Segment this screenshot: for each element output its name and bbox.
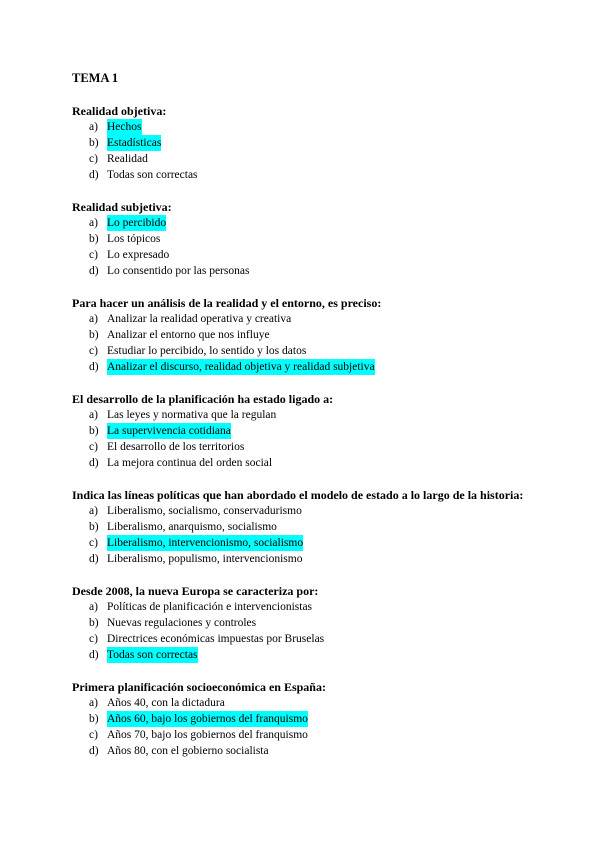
question-block bbox=[72, 679, 528, 759]
option-text: Liberalismo, socialismo, conservadurismo bbox=[107, 505, 302, 517]
answer-option bbox=[72, 119, 528, 135]
option-letter: b) bbox=[89, 521, 99, 533]
answer-option bbox=[72, 343, 528, 359]
option-letter: d) bbox=[89, 553, 99, 565]
option-text: Las leyes y normativa que la regulan bbox=[107, 409, 277, 421]
option-text: Liberalismo, populismo, intervencionismo bbox=[107, 553, 303, 565]
option-text: Años 80, con el gobierno socialista bbox=[107, 745, 269, 757]
question-prompt: Realidad subjetiva: bbox=[72, 200, 172, 214]
question-block bbox=[72, 583, 528, 663]
option-text: Lo consentido por las personas bbox=[107, 265, 250, 277]
option-letter: c) bbox=[89, 537, 98, 549]
option-text: Directrices económicas impuestas por Bruselas bbox=[107, 633, 325, 645]
option-letter: c) bbox=[89, 345, 98, 357]
option-text: Años 70, bajo los gobiernos del franquismo bbox=[107, 729, 308, 741]
option-text: El desarrollo de los territorios bbox=[107, 441, 245, 453]
question-list bbox=[72, 103, 528, 759]
option-letter: d) bbox=[89, 169, 99, 181]
answer-option bbox=[72, 743, 528, 759]
option-letter: a) bbox=[89, 697, 98, 709]
option-letter: c) bbox=[89, 729, 98, 741]
option-letter: b) bbox=[89, 233, 99, 245]
answer-option bbox=[72, 439, 528, 455]
option-text: Liberalismo, anarquismo, socialismo bbox=[107, 521, 277, 533]
question-prompt: Desde 2008, la nueva Europa se caracteriza por: bbox=[72, 584, 319, 598]
option-text: Años 40, con la dictadura bbox=[107, 697, 225, 709]
option-text: Los tópicos bbox=[107, 233, 161, 245]
answer-options bbox=[72, 695, 528, 759]
question-prompt: El desarrollo de la planificación ha estado ligado a: bbox=[72, 392, 334, 406]
option-letter: d) bbox=[89, 361, 99, 373]
option-text: Lo expresado bbox=[107, 249, 170, 261]
option-letter: a) bbox=[89, 505, 98, 517]
answer-option bbox=[72, 407, 528, 423]
question-block bbox=[72, 103, 528, 183]
answer-option bbox=[72, 503, 528, 519]
answer-option bbox=[72, 599, 528, 615]
option-letter: b) bbox=[89, 137, 99, 149]
option-letter: d) bbox=[89, 265, 99, 277]
option-letter: c) bbox=[89, 633, 98, 645]
option-text: Nuevas regulaciones y controles bbox=[107, 617, 257, 629]
answer-option bbox=[72, 647, 528, 663]
page-title: TEMA 1 bbox=[72, 71, 119, 85]
answer-option bbox=[72, 695, 528, 711]
answer-option bbox=[72, 327, 528, 343]
answer-option bbox=[72, 423, 528, 439]
question-block bbox=[72, 391, 528, 471]
option-letter: b) bbox=[89, 329, 99, 341]
question-prompt: Indica las líneas políticas que han abordado el modelo de estado a lo largo de la historia: bbox=[72, 488, 524, 502]
option-letter: d) bbox=[89, 457, 99, 469]
option-text: Analizar el entorno que nos influye bbox=[107, 329, 270, 341]
answer-option bbox=[72, 231, 528, 247]
option-letter: a) bbox=[89, 313, 98, 325]
highlighted-answer-text: Lo percibido bbox=[107, 217, 167, 229]
option-text: La mejora continua del orden social bbox=[107, 457, 273, 469]
highlighted-answer-text: Todas son correctas bbox=[107, 649, 198, 661]
answer-option bbox=[72, 215, 528, 231]
option-text: Analizar la realidad operativa y creativa bbox=[107, 313, 292, 325]
answer-options bbox=[72, 215, 528, 279]
answer-option bbox=[72, 311, 528, 327]
highlighted-answer-text: Años 60, bajo los gobiernos del franquismo bbox=[107, 713, 308, 725]
answer-option bbox=[72, 711, 528, 727]
document-page bbox=[72, 70, 528, 775]
answer-option bbox=[72, 247, 528, 263]
option-letter: d) bbox=[89, 649, 99, 661]
option-text: Todas son correctas bbox=[107, 169, 198, 181]
answer-option bbox=[72, 151, 528, 167]
question-block bbox=[72, 487, 528, 567]
answer-option bbox=[72, 551, 528, 567]
option-letter: a) bbox=[89, 601, 98, 613]
highlighted-answer-text: Analizar el discurso, realidad objetiva y realidad subjetiva bbox=[107, 361, 375, 373]
option-letter: b) bbox=[89, 617, 99, 629]
question-block bbox=[72, 295, 528, 375]
answer-options bbox=[72, 311, 528, 375]
option-letter: a) bbox=[89, 409, 98, 421]
answer-options bbox=[72, 407, 528, 471]
answer-options bbox=[72, 599, 528, 663]
answer-option bbox=[72, 263, 528, 279]
question-prompt: Realidad objetiva: bbox=[72, 104, 167, 118]
question-prompt: Primera planificación socioeconómica en España: bbox=[72, 680, 326, 694]
question-block bbox=[72, 199, 528, 279]
answer-option bbox=[72, 615, 528, 631]
option-text: Políticas de planificación e intervencionistas bbox=[107, 601, 313, 613]
option-text: Estudiar lo percibido, lo sentido y los datos bbox=[107, 345, 307, 357]
highlighted-answer-text: Liberalismo, intervencionismo, socialismo bbox=[107, 537, 304, 549]
option-letter: c) bbox=[89, 153, 98, 165]
option-letter: b) bbox=[89, 425, 99, 437]
option-letter: d) bbox=[89, 745, 99, 757]
option-letter: a) bbox=[89, 121, 98, 133]
question-prompt: Para hacer un análisis de la realidad y el entorno, es preciso: bbox=[72, 296, 382, 310]
highlighted-answer-text: Hechos bbox=[107, 121, 142, 133]
answer-options bbox=[72, 119, 528, 183]
answer-option bbox=[72, 535, 528, 551]
answer-option bbox=[72, 167, 528, 183]
answer-option bbox=[72, 631, 528, 647]
highlighted-answer-text: La supervivencia cotidiana bbox=[107, 425, 231, 437]
answer-option bbox=[72, 455, 528, 471]
answer-option bbox=[72, 727, 528, 743]
option-text: Realidad bbox=[107, 153, 148, 165]
answer-options bbox=[72, 503, 528, 567]
option-letter: c) bbox=[89, 249, 98, 261]
answer-option bbox=[72, 135, 528, 151]
option-letter: c) bbox=[89, 441, 98, 453]
highlighted-answer-text: Estadísticas bbox=[107, 137, 162, 149]
option-letter: a) bbox=[89, 217, 98, 229]
answer-option bbox=[72, 519, 528, 535]
answer-option bbox=[72, 359, 528, 375]
option-letter: b) bbox=[89, 713, 99, 725]
